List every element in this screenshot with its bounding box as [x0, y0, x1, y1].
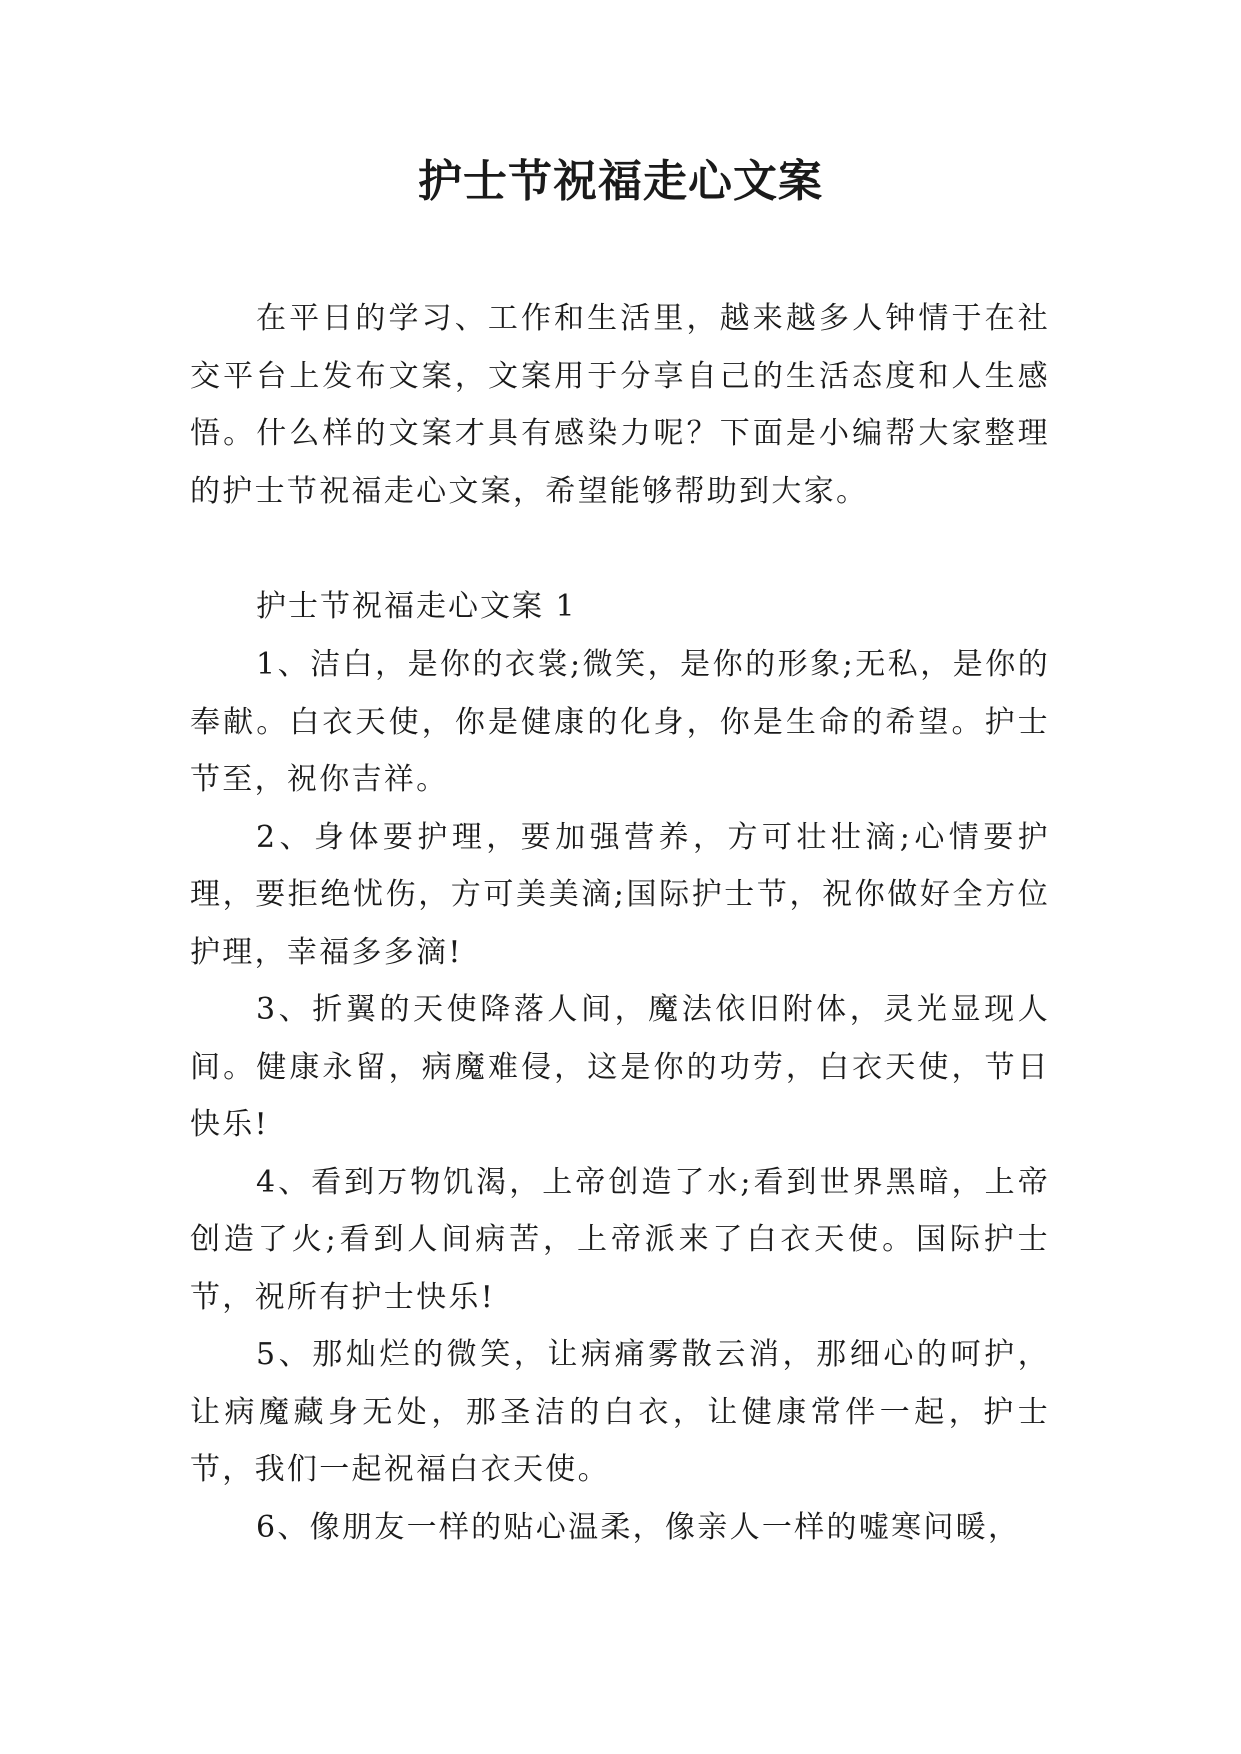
intro-paragraph: 在平日的学习、工作和生活里，越来越多人钟情于在社交平台上发布文案，文案用于分享自己的生活态度和人生感悟。什么样的文案才具有感染力呢？下面是小编帮大家整理的护士节祝福走心文案，希望能够帮助到大家。 — [190, 301, 1050, 509]
document-title: 护士节祝福走心文案 — [418, 156, 823, 207]
list-item: 3、折翼的天使降落人间，魔法依旧附体，灵光显现人间。健康永留，病魔难侵，这是你的功劳，白衣天使，节日快乐! — [190, 992, 1050, 1142]
list-item: 6、像朋友一样的贴心温柔，像亲人一样的嘘寒问暖， — [256, 1509, 1021, 1545]
list-item: 2、身体要护理，要加强营养，方可壮壮滴;心情要护理，要拒绝忧伤，方可美美滴;国际护士节，祝你做好全方位护理，幸福多多滴! — [190, 819, 1050, 970]
section-1 — [190, 578, 1050, 1556]
list-item: 4、看到万物饥渴，上帝创造了水;看到世界黑暗，上帝创造了火;看到人间病苦，上帝派来了白衣天使。国际护士节，祝所有护士快乐! — [190, 1164, 1050, 1315]
list-item: 5、那灿烂的微笑，让病痛雾散云消，那细心的呵护，让病魔藏身无处，那圣洁的白衣，让健康常伴一起，护士节，我们一起祝福白衣天使。 — [190, 1337, 1050, 1487]
section-heading: 护士节祝福走心文案 1 — [256, 589, 577, 624]
list-item: 1、洁白，是你的衣裳;微笑，是你的形象;无私，是你的奉献。白衣天使，你是健康的化身，你是生命的希望。护士节至，祝你吉祥。 — [190, 647, 1050, 797]
